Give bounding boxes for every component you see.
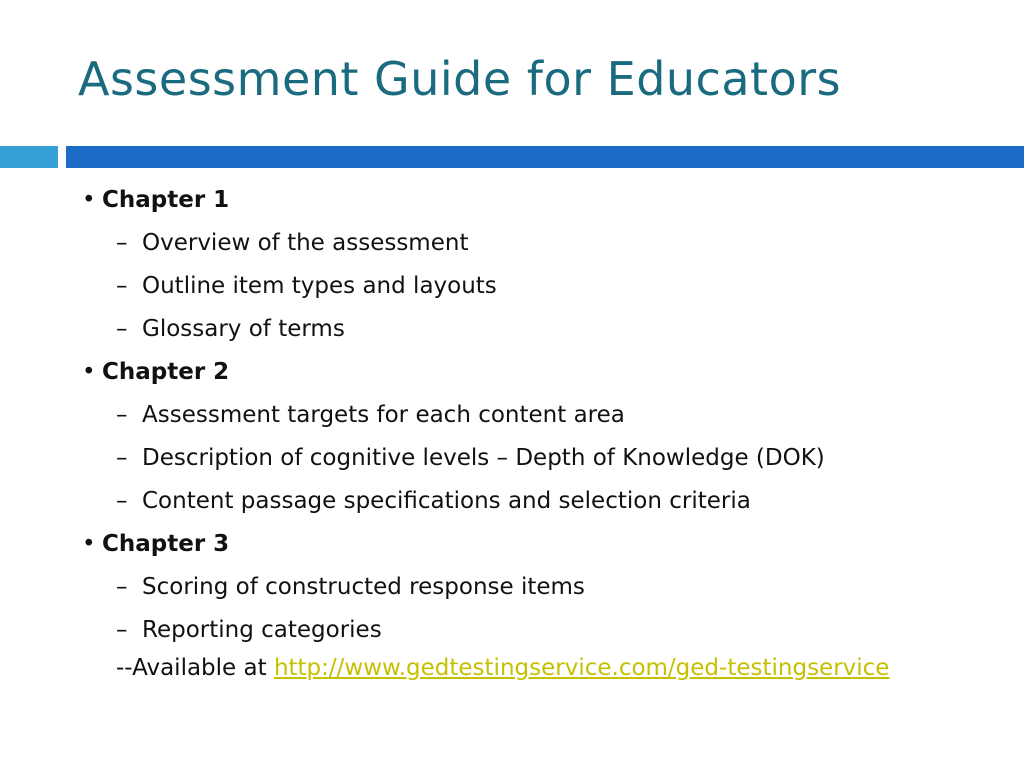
chapter-3-heading <box>82 526 1002 569</box>
chapter-1-item <box>82 311 1002 354</box>
slide-title: Assessment Guide for Educators <box>78 52 842 106</box>
chapter-label: Chapter 3 <box>102 531 230 557</box>
chapter-2-item <box>82 440 1002 483</box>
item-text: Content passage specifications and selection criteria <box>142 488 751 514</box>
chapter-3-item <box>82 612 1002 655</box>
chapter-label: Chapter 1 <box>102 187 230 213</box>
item-text: Description of cognitive levels – Depth of Knowledge (DOK) <box>142 445 825 471</box>
bullet: • <box>82 359 96 385</box>
chapter-1-item <box>82 268 1002 311</box>
dash: – <box>116 316 128 342</box>
chapter-2-item <box>82 483 1002 526</box>
dash: – <box>116 230 128 256</box>
availability-prefix: --Available at <box>116 655 274 681</box>
item-text: Outline item types and layouts <box>142 273 497 299</box>
chapter-label: Chapter 2 <box>102 359 230 385</box>
dash: – <box>116 402 128 428</box>
title-rule-accent <box>0 146 58 168</box>
dash: – <box>116 445 128 471</box>
dash: – <box>116 617 128 643</box>
dash: – <box>116 574 128 600</box>
bullet: • <box>82 531 96 557</box>
chapter-2-item <box>82 397 1002 440</box>
chapter-2-heading <box>82 354 1002 397</box>
dash: – <box>116 488 128 514</box>
chapter-1-item <box>82 225 1002 268</box>
item-text: Overview of the assessment <box>142 230 469 256</box>
chapter-1-heading <box>82 182 1002 225</box>
title-rule-bar <box>66 146 1024 168</box>
availability-note <box>82 653 916 683</box>
item-text: Reporting categories <box>142 617 382 643</box>
bullet: • <box>82 187 96 213</box>
item-text: Assessment targets for each content area <box>142 402 625 428</box>
item-text: Glossary of terms <box>142 316 345 342</box>
chapter-3-item <box>82 569 1002 612</box>
slide-content <box>82 182 1002 683</box>
item-text: Scoring of constructed response items <box>142 574 585 600</box>
dash: – <box>116 273 128 299</box>
guide-link[interactable]: http://www.gedtestingservice.com/ged-testingservice <box>273 655 890 681</box>
